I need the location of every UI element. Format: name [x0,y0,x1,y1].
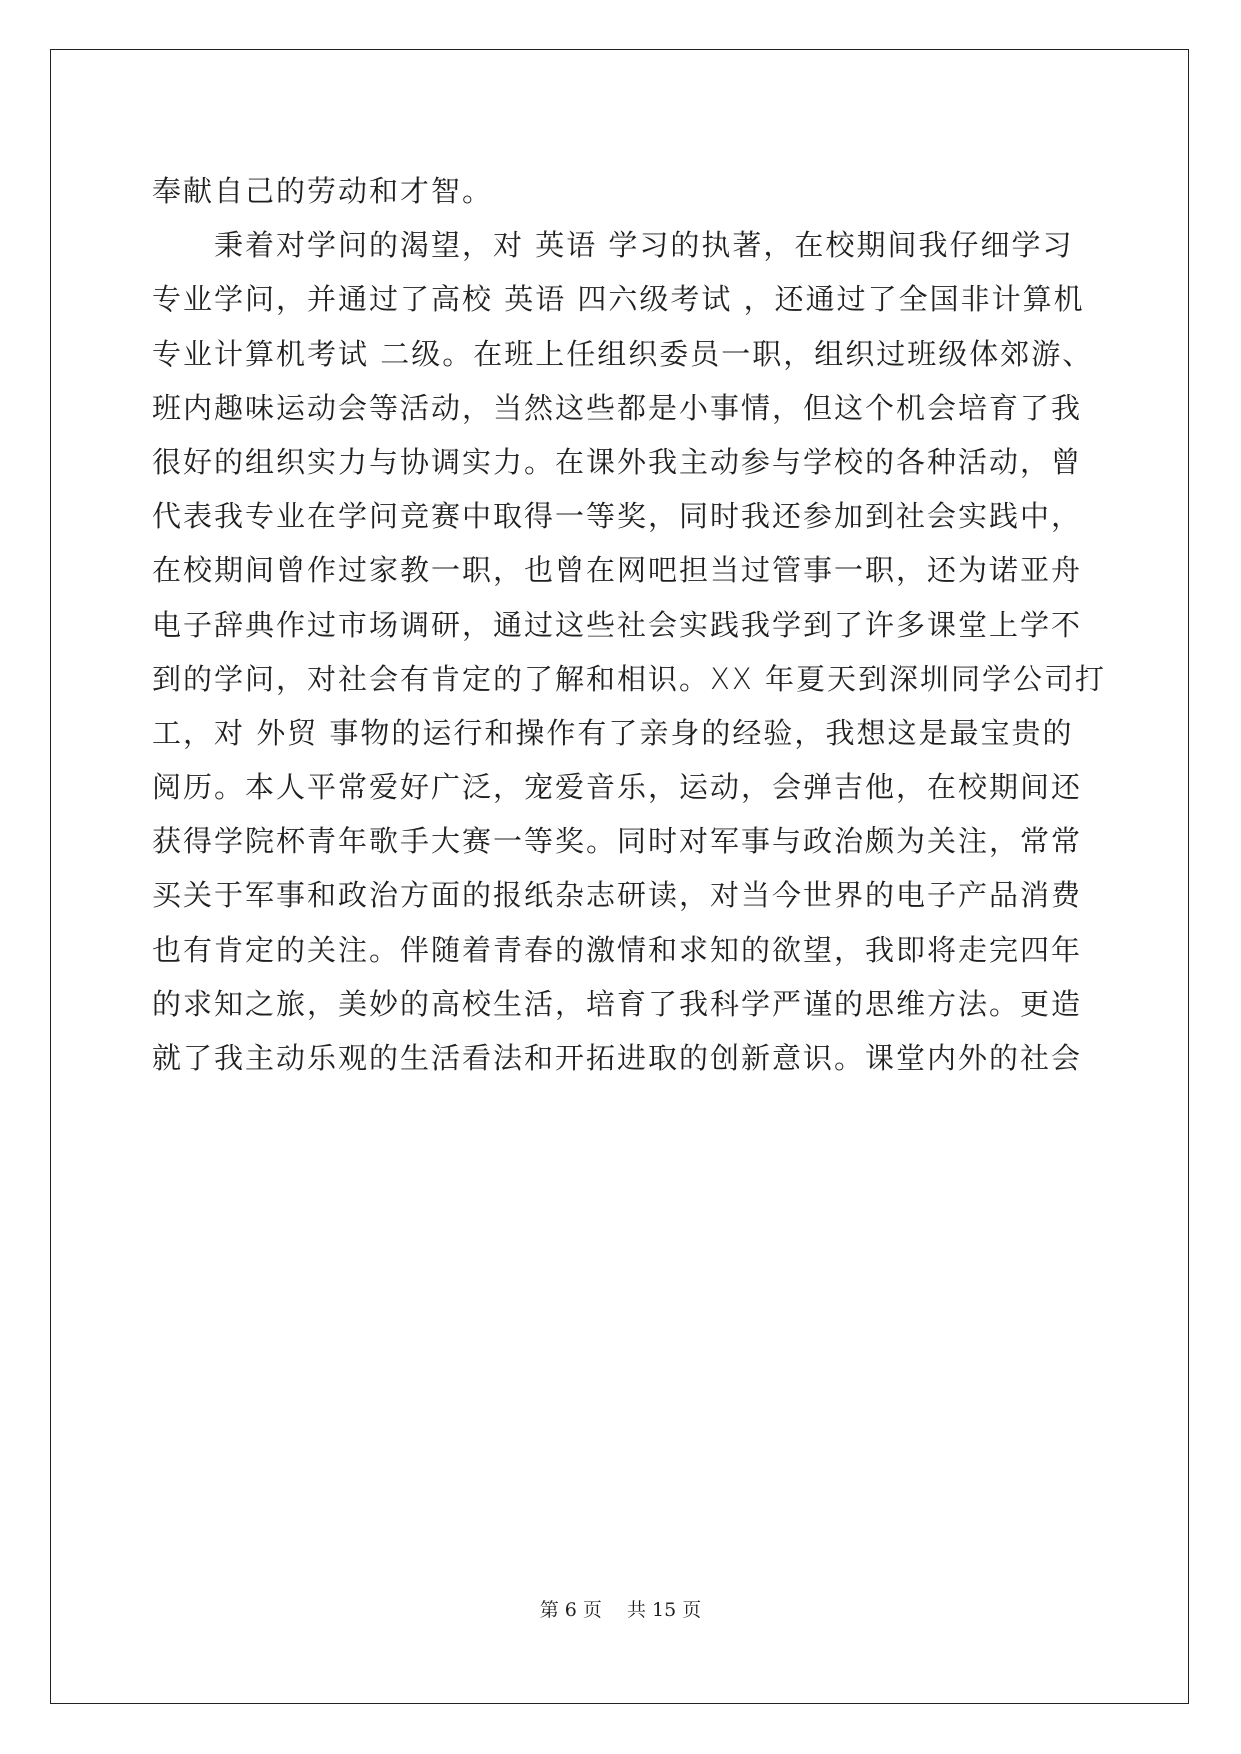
text-line: 获得学院杯青年歌手大赛一等奖。同时对军事与政治颇为关注，常常 [152,824,1083,859]
text-line: 在校期间曾作过家教一职，也曾在网吧担当过管事一职，还为诺亚舟 [152,553,1083,588]
text-line: 秉着对学问的渴望，对 英语 学习的执著，在校期间我仔细学习 [152,228,1074,263]
text-line: 奉献自己的劳动和才智。 [152,174,494,208]
body-text [152,164,1106,1085]
text-line: 买关于军事和政治方面的报纸杂志研读，对当今世界的电子产品消费 [152,878,1083,913]
text-line: 工，对 外贸 事物的运行和操作有了亲身的经验，我想这是最宝贵的 [152,715,1074,750]
text-line: 就了我主动乐观的生活看法和开拓进取的创新意识。课堂内外的社会 [152,1041,1083,1075]
text-line: 的求知之旅，美妙的高校生活，培育了我科学严谨的思维方法。更造 [152,986,1083,1021]
text-line: 也有肯定的关注。伴随着青春的激情和求知的欲望，我即将走完四年 [152,932,1083,967]
text-line: 很好的组织实力与协调实力。在课外我主动参与学校的各种活动，曾 [152,444,1083,479]
text-line: 班内趣味运动会等活动，当然这些都是小事情，但这个机会培育了我 [152,390,1083,425]
text-line: 阅历。本人平常爱好广泛，宠爱音乐，运动，会弹吉他，在校期间还 [152,770,1083,805]
text-line: 电子辞典作过市场调研，通过这些社会实践我学到了许多课堂上学不 [152,607,1083,642]
text-line: 到的学问，对社会有肯定的了解和相识。XX 年夏天到深圳同学公司打 [152,661,1106,696]
page-number: 第 6 页 共 15 页 [539,1599,702,1621]
text-line: 专业学问，并通过了高校 英语 四六级考试 ，还通过了全国非计算机 [152,282,1085,317]
text-line: 代表我专业在学问竞赛中取得一等奖，同时我还参加到社会实践中， [152,499,1083,534]
text-line: 专业计算机考试 二级。在班上任组织委员一职，组织过班级体郊游、 [152,336,1094,371]
